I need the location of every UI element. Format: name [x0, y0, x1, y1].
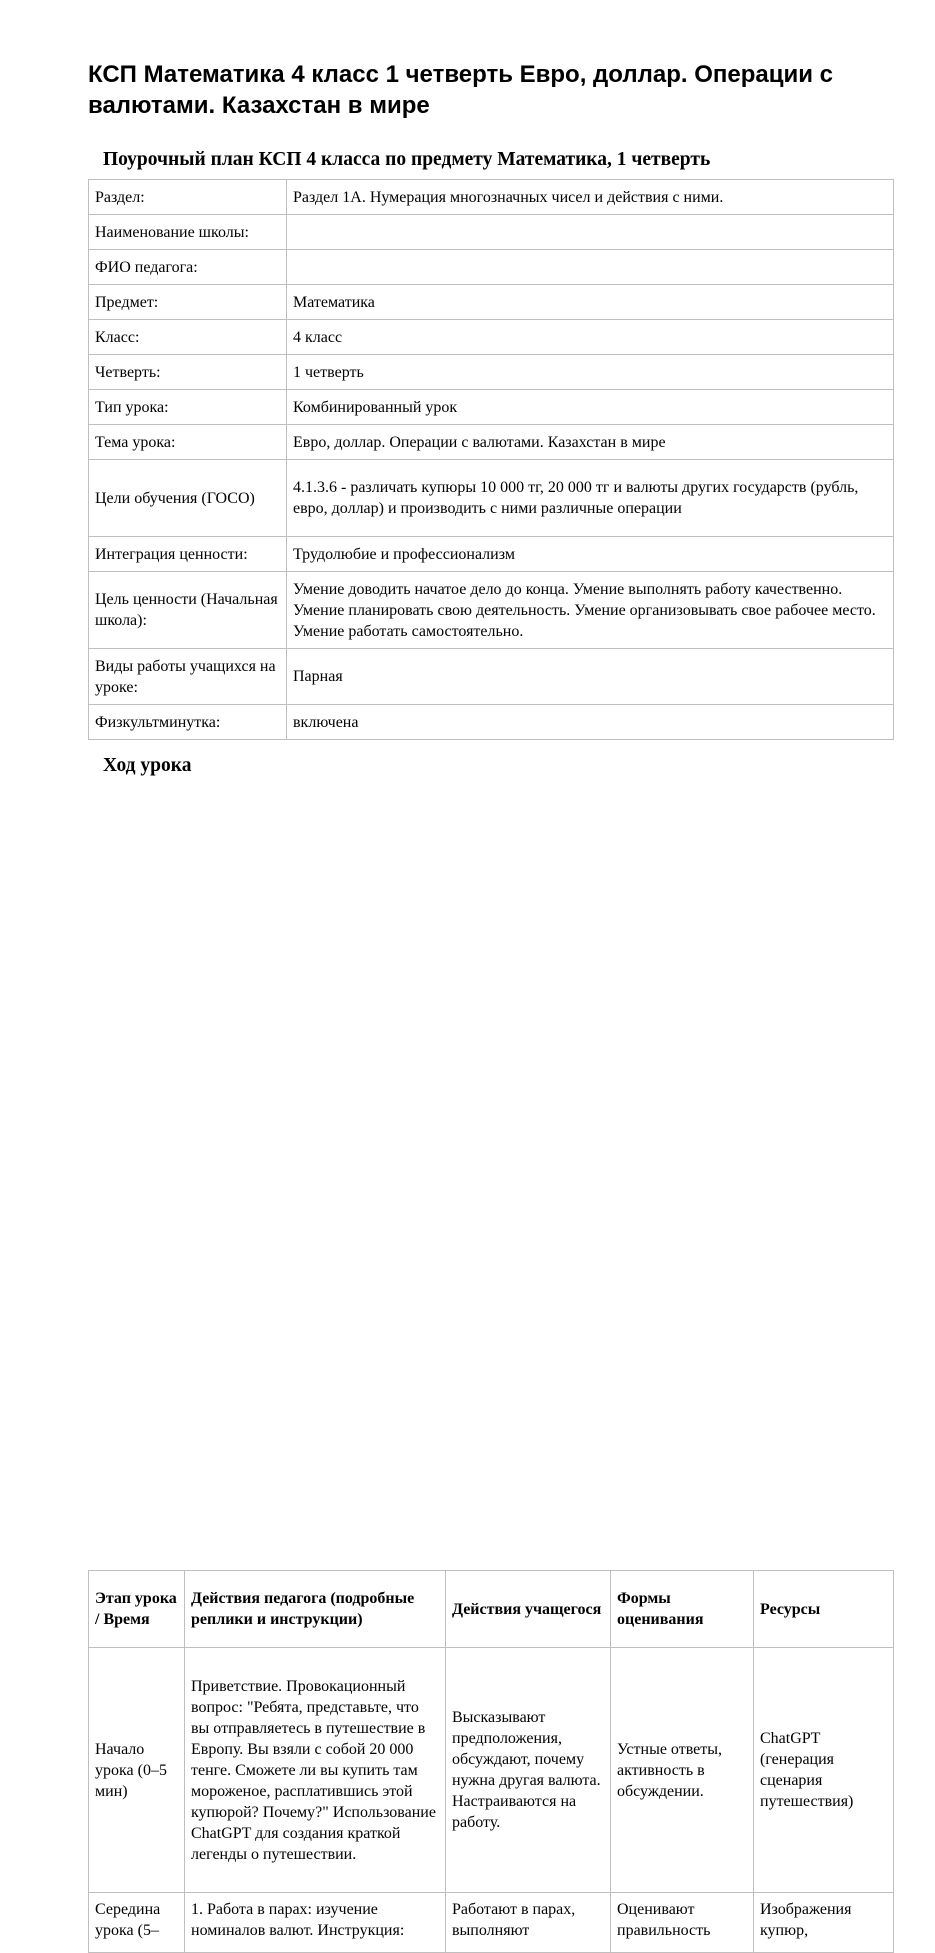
table-row	[89, 572, 894, 649]
table-row	[89, 1648, 894, 1893]
document-title: КСП Математика 4 класс 1 четверть Евро, доллар. Операции с валютами. Казахстан в мире	[88, 61, 833, 119]
info-value: Парная	[287, 649, 894, 705]
info-label: Предмет:	[89, 285, 287, 320]
resources-cell: ChatGPT (генерация сценария путешествия)	[754, 1648, 894, 1893]
table-row	[89, 285, 894, 320]
info-label: Цель ценности (Начальная школа):	[89, 572, 287, 649]
student-cell: Высказывают предположения, обсуждают, почему нужна другая валюта. Настраиваются на работу.	[446, 1648, 611, 1893]
table-header-row	[89, 1571, 894, 1648]
table-row	[89, 1893, 894, 1953]
table-row	[89, 537, 894, 572]
table-row	[89, 649, 894, 705]
info-value: Трудолюбие и профессионализм	[287, 537, 894, 572]
table-row	[89, 390, 894, 425]
lesson-table-viewport	[88, 785, 894, 1939]
table-row	[89, 705, 894, 740]
lesson-info-table	[88, 179, 894, 740]
info-label: Тип урока:	[89, 390, 287, 425]
info-label: Тема урока:	[89, 425, 287, 460]
info-value	[287, 250, 894, 285]
resources-cell: Изображения купюр,	[754, 1893, 894, 1953]
info-value: Комбинированный урок	[287, 390, 894, 425]
info-value: 1 четверть	[287, 355, 894, 390]
column-header-teacher: Действия педагога (подробные реплики и инструкции)	[185, 1571, 446, 1648]
info-label: Раздел:	[89, 180, 287, 215]
info-label: ФИО педагога:	[89, 250, 287, 285]
assessment-cell: Оценивают правильность	[611, 1893, 754, 1953]
table-row	[89, 180, 894, 215]
table-row	[89, 355, 894, 390]
info-value: 4 класс	[287, 320, 894, 355]
student-cell: Работают в парах, выполняют	[446, 1893, 611, 1953]
table-row	[89, 250, 894, 285]
table-row	[89, 425, 894, 460]
info-label: Наименование школы:	[89, 215, 287, 250]
info-label: Цели обучения (ГОСО)	[89, 460, 287, 537]
info-value: Умение доводить начатое дело до конца. Умение выполнять работу качественно. Умение планировать свою деятельность. Умение организовывать свое рабочее место. Умение работать самостоятельно.	[287, 572, 894, 649]
info-label: Класс:	[89, 320, 287, 355]
table-row	[89, 320, 894, 355]
lesson-heading: Ход урока	[103, 755, 192, 776]
info-label: Интеграция ценности:	[89, 537, 287, 572]
lesson-progress-table	[88, 1570, 894, 1953]
info-label: Физкультминутка:	[89, 705, 287, 740]
stage-cell: Начало урока (0–5 мин)	[89, 1648, 185, 1893]
table-row	[89, 215, 894, 250]
info-value: Математика	[287, 285, 894, 320]
column-header-assessment: Формы оценивания	[611, 1571, 754, 1648]
column-header-resources: Ресурсы	[754, 1571, 894, 1648]
info-value: 4.1.3.6 - различать купюры 10 000 тг, 20 000 тг и валюты других государств (рубль, евро, доллар) и производить с ними различные операции	[287, 460, 894, 537]
column-header-stage: Этап урока / Время	[89, 1571, 185, 1648]
column-header-student: Действия учащегося	[446, 1571, 611, 1648]
assessment-cell: Устные ответы, активность в обсуждении.	[611, 1648, 754, 1893]
info-label: Виды работы учащихся на уроке:	[89, 649, 287, 705]
stage-cell: Середина урока (5–	[89, 1893, 185, 1953]
info-value: Раздел 1А. Нумерация многозначных чисел и действия с ними.	[287, 180, 894, 215]
info-value: Евро, доллар. Операции с валютами. Казахстан в мире	[287, 425, 894, 460]
teacher-cell: 1. Работа в парах: изучение номиналов валют. Инструкция:	[185, 1893, 446, 1953]
info-value	[287, 215, 894, 250]
table-row	[89, 460, 894, 537]
teacher-cell: Приветствие. Провокационный вопрос: "Ребята, представьте, что вы отправляетесь в путешествие в Европу. Вы взяли с собой 20 000 тенге. Сможете ли вы купить там мороженое, расплатившись этой купюрой? Почему?" Использование ChatGPT для создания краткой легенды о путешествии.	[185, 1648, 446, 1893]
plan-heading: Поурочный план КСП 4 класса по предмету Математика, 1 четверть	[103, 149, 711, 170]
info-label: Четверть:	[89, 355, 287, 390]
info-value: включена	[287, 705, 894, 740]
